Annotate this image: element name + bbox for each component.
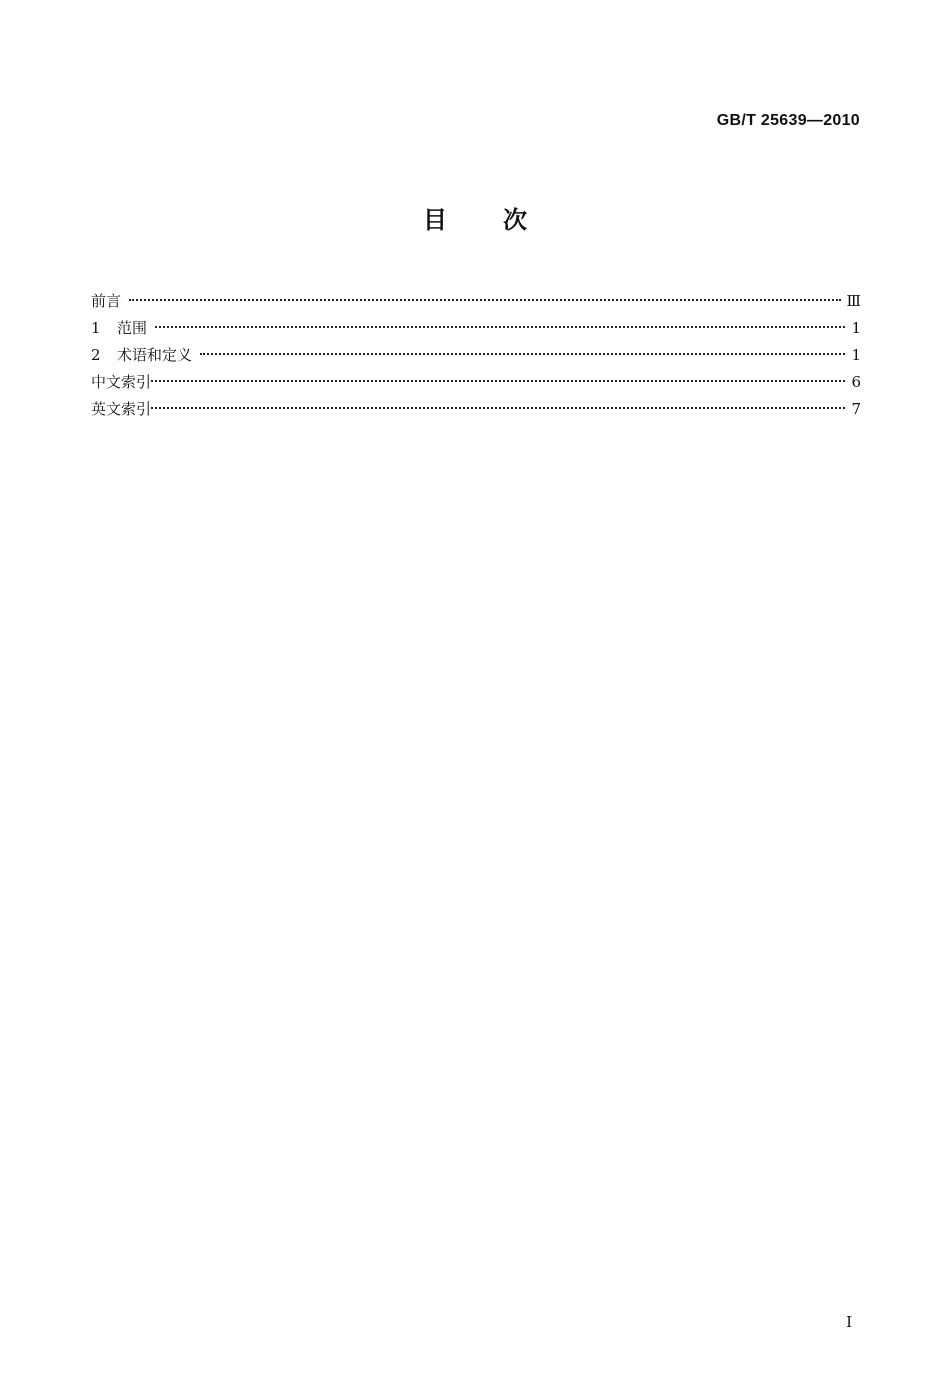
toc-dot-leader: [151, 365, 845, 387]
toc-dot-leader: [129, 284, 841, 306]
page-number: I: [846, 1313, 852, 1331]
toc-entry-number: 2: [91, 346, 101, 364]
toc-entry-page: Ⅲ: [846, 292, 861, 310]
toc-entry-label: 英文索引: [91, 400, 152, 418]
toc-entry-number: 1: [91, 319, 101, 337]
toc-entry-label: 前言: [91, 292, 122, 310]
standard-number: GB/T 25639—2010: [716, 112, 860, 129]
toc-entry-terms[interactable]: [91, 338, 861, 365]
toc-dot-leader: [151, 392, 845, 414]
toc-entry-page: 1: [851, 346, 861, 364]
toc-entry-english-index[interactable]: [91, 392, 861, 419]
toc-entry-preface[interactable]: [91, 284, 861, 311]
toc-entry-chinese-index[interactable]: [91, 365, 861, 392]
toc-entry-page: 7: [851, 400, 861, 418]
toc-entry-scope[interactable]: [91, 311, 861, 338]
toc-entry-label: 范围: [117, 319, 148, 337]
toc-entry-label: 中文索引: [91, 373, 152, 391]
page-title: 目次: [423, 206, 583, 234]
table-of-contents: [91, 284, 861, 419]
toc-entry-page: 6: [851, 373, 861, 391]
toc-dot-leader: [200, 338, 845, 360]
toc-entry-page: 1: [851, 319, 861, 337]
toc-dot-leader: [155, 311, 845, 333]
toc-entry-label: 术语和定义: [117, 346, 193, 364]
